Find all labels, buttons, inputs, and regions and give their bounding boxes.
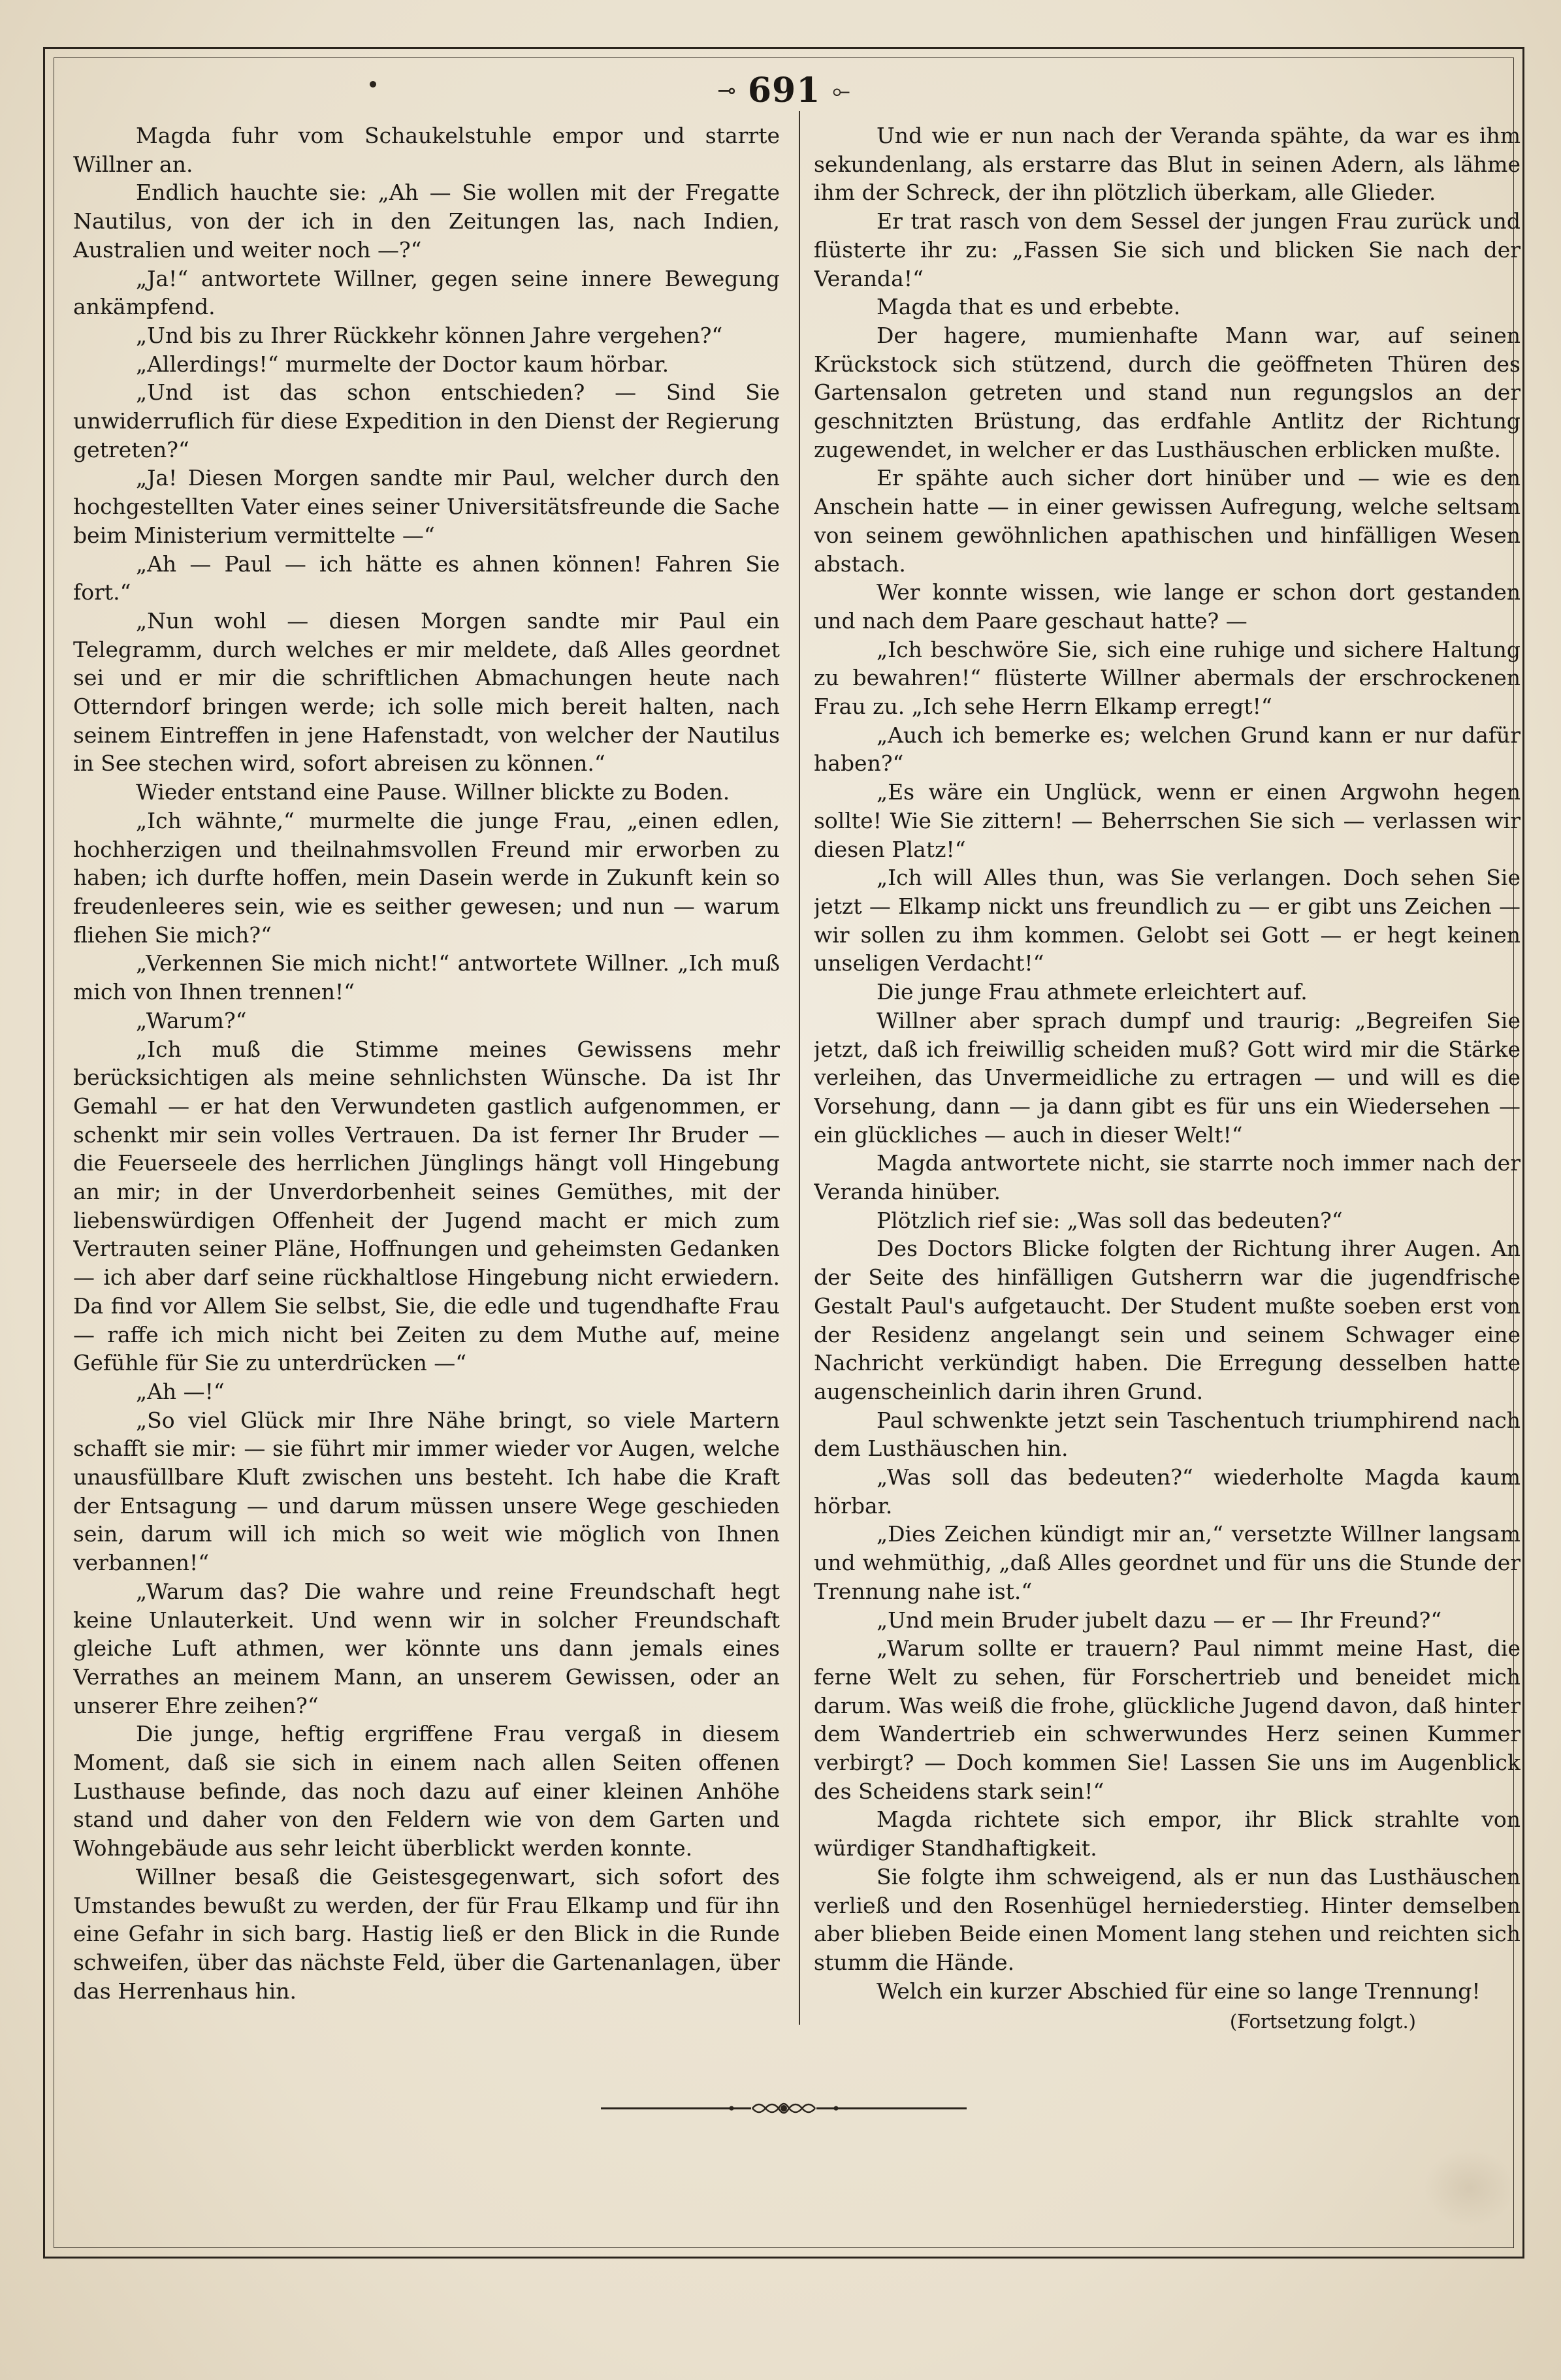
paragraph: „Und bis zu Ihrer Rückkehr können Jahre vergehen?“: [136, 322, 723, 348]
paragraph: „Warum das? Die wahre und reine Freundschaft hegt keine Unlauterkeit. Und wenn wir in solcher Freundschaft gleiche Luft athmen, wer könnte uns dann jemals eines Verrathes an meinem Mann, an unserem Gewissen, oder an unserer Ehre zeihen?“: [73, 1578, 780, 1718]
paragraph: Endlich hauchte sie: „Ah — Sie wollen mit der Fregatte Nautilus, von der ich in den Zeitungen las, nach Indien, Australien und weiter noch —?“: [73, 180, 780, 263]
paragraph: „Es wäre ein Unglück, wenn er einen Argwohn hegen sollte! Wie Sie zittern! — Beherrschen Sie sich — verlassen wir diesen Platz!“: [814, 779, 1521, 862]
paragraph: „So viel Glück mir Ihre Nähe bringt, so viele Martern schafft sie mir: — sie führt mir immer wieder vor Augen, welche unausfüllbare Kluft zwischen uns besteht. Ich habe die Kraft der Entsagung — und darum müssen unsere Wege geschieden sein, darum will ich mich so weit wie möglich von Ihnen verbannen!“: [73, 1407, 780, 1576]
paragraph: „Auch ich bemerke es; welchen Grund kann er nur dafür haben?“: [814, 722, 1521, 777]
paragraph: „Ja! Diesen Morgen sandte mir Paul, welcher durch den hochgestellten Vater eines seiner Universitätsfreunde die Sache beim Ministerium vermittelte —“: [73, 465, 780, 548]
paragraph: „Ich beschwöre Sie, sich eine ruhige und sichere Haltung zu bewahren!“ flüsterte Willner abermals der erschrockenen Frau zu. „Ich sehe Herrn Elkamp erregt!“: [814, 636, 1521, 720]
paragraph: Willner aber sprach dumpf und traurig: „Begreifen Sie jetzt, daß ich freiwillig scheiden muß? Gott wird mir die Stärke verleihen, das Unvermeidliche zu ertragen — und will es die Vorsehung, dann — ja dann gibt es für uns ein Wiedersehen — ein glückliches — auch in dieser Welt!“: [814, 1007, 1521, 1148]
paragraph: Er spähte auch sicher dort hinüber und — wie es den Anschein hatte — in einer gewissen Aufregung, welche seltsam von seinem gewöhnlichen apathischen und hinfälligen Wesen abstach.: [814, 465, 1521, 577]
right-ornament-icon: ⟜: [832, 78, 850, 104]
paragraph: Plötzlich rief sie: „Was soll das bedeuten?“: [877, 1207, 1343, 1233]
paragraph: Magda antwortete nicht, sie starrte noch immer nach der Veranda hinüber.: [814, 1150, 1521, 1205]
paper-stain: [1424, 2149, 1515, 2227]
paragraph: „Warum sollte er trauern? Paul nimmt meine Hast, die ferne Welt zu sehen, für Forschertrieb und beneidet mich darum. Was weiß die frohe, glückliche Jugend davon, daß hinter dem Wandertrieb ein schwerwundes Herz seinen Kummer verbirgt? — Doch kommen Sie! Lassen Sie uns im Augenblick des Scheidens stark sein!“: [814, 1635, 1521, 1804]
paragraph: „Ah —!“: [136, 1378, 225, 1404]
paragraph: Paul schwenkte jetzt sein Taschentuch triumphirend nach dem Lusthäuschen hin.: [814, 1407, 1521, 1462]
paragraph: Sie folgte ihm schweigend, als er nun das Lusthäuschen verließ und den Rosenhügel herniederstieg. Hinter demselben aber blieben Beide einen Moment lang stehen und reichten sich stumm die Hände.: [814, 1863, 1521, 1975]
continuation-note: (Fortsetzung folgt.): [1229, 2010, 1416, 2033]
paragraph: „Was soll das bedeuten?“ wiederholte Magda kaum hörbar.: [814, 1464, 1521, 1519]
page-header: [666, 68, 901, 114]
paragraph: Wer konnte wissen, wie lange er schon dort gestanden und nach dem Paare geschaut hatte? —: [814, 579, 1521, 634]
paragraph: Die junge, heftig ergriffene Frau vergaß in diesem Moment, daß sie sich in einem nach allen Seiten offenen Lusthause befinde, das noch dazu auf einer kleinen Anhöhe stand und daher von den Feldern wie von dem Garten und Wohngebäude aus sehr leicht überblickt werden konnte.: [73, 1721, 780, 1861]
paragraph: „Allerdings!“ murmelte der Doctor kaum hörbar.: [136, 351, 669, 377]
paragraph: Der hagere, mumienhafte Mann war, auf seinen Krückstock sich stützend, durch die geöffneten Thüren des Gartensalon getreten und stand nun regungslos an der geschnitzten Brüstung, das erdfahle Antlitz der Richtung zugewendet, in welcher er das Lusthäuschen erblicken mußte.: [814, 322, 1521, 462]
paragraph: „Und ist das schon entschieden? — Sind Sie unwiderruflich für diese Expedition in den Dienst der Regierung getreten?“: [73, 379, 780, 462]
paragraph: Magda richtete sich empor, ihr Blick strahlte von würdiger Standhaftigkeit.: [814, 1807, 1521, 1861]
left-ornament-icon: ⊸: [717, 78, 736, 104]
end-ornament-icon: [601, 2095, 967, 2121]
paragraph: Willner besaß die Geistesgegenwart, sich sofort des Umstandes bewußt zu werden, der für Frau Elkamp und für ihn eine Gefahr in sich barg. Hastig ließ er den Blick in die Runde schweifen, über das nächste Feld, über die Gartenanlagen, über das Herrenhaus hin.: [73, 1863, 780, 2004]
paragraph: „Nun wohl — diesen Morgen sandte mir Paul ein Telegramm, durch welches er mir meldete, daß Alles geordnet sei und er mir die schriftlichen Abmachungen heute nach Otterndorf bringen werde; ich solle mich bereit halten, nach seinem Eintreffen in jene Hafenstadt, von welcher der Nautilus in See stechen wird, sofort abreisen zu können.“: [73, 607, 780, 777]
left-text-column: [73, 121, 780, 2035]
column-divider: [799, 111, 800, 2025]
paragraph: Magda fuhr vom Schaukelstuhle empor und starrte Willner an.: [73, 123, 780, 177]
right-text-column: [814, 121, 1521, 2035]
paragraph: „Verkennen Sie mich nicht!“ antwortete Willner. „Ich muß mich von Ihnen trennen!“: [73, 950, 780, 1005]
paragraph: Welch ein kurzer Abschied für eine so lange Trennung!: [877, 1978, 1481, 2004]
paragraph: „Ja!“ antwortete Willner, gegen seine innere Bewegung ankämpfend.: [73, 265, 780, 320]
paragraph: Magda that es und erbebte.: [877, 294, 1181, 320]
paragraph: Er trat rasch von dem Sessel der jungen Frau zurück und flüsterte ihr zu: „Fassen Sie sich und blicken Sie nach der Veranda!“: [814, 208, 1521, 291]
paragraph: „Und mein Bruder jubelt dazu — er — Ihr Freund?“: [877, 1607, 1442, 1633]
paragraph: „Ich wähnte,“ murmelte die junge Frau, „einen edlen, hochherzigen und theilnahmsvollen Freund mir erworben zu haben; ich durfte hoffen, mein Dasein werde in Zukunft kein so freudenleeres sein, wie es seither gewesen; und nun — warum fliehen Sie mich?“: [73, 807, 780, 948]
paragraph: „Ich will Alles thun, was Sie verlangen. Doch sehen Sie jetzt — Elkamp nickt uns freundlich zu — er gibt uns Zeichen — wir sollen zu ihm kommen. Gelobt sei Gott — er hegt keinen unseligen Verdacht!“: [814, 865, 1521, 976]
paragraph: „Ah — Paul — ich hätte es ahnen können! Fahren Sie fort.“: [73, 551, 780, 605]
paragraph: Und wie er nun nach der Veranda spähte, da war es ihm sekundenlang, als erstarre das Blut in seinen Adern, als lähme ihm der Schreck, der ihn plötzlich überkam, alle Glieder.: [814, 123, 1521, 206]
paragraph: „Dies Zeichen kündigt mir an,“ versetzte Willner langsam und wehmüthig, „daß Alles geordnet und für uns die Stunde der Trennung nahe ist.“: [814, 1521, 1521, 1604]
paragraph: „Warum?“: [136, 1007, 247, 1033]
paragraph: Die junge Frau athmete erleichtert auf.: [877, 979, 1308, 1005]
paragraph: „Ich muß die Stimme meines Gewissens mehr berücksichtigen als meine sehnlichsten Wünsche. Da ist Ihr Gemahl — er hat den Verwundeten gastlich aufgenommen, er schenkt mir sein volles Vertrauen. Da ist ferner Ihr Bruder — die Feuerseele des herrlichen Jünglings hängt voll Hingebung an mir; in der Unverdorbenheit seines Gemüthes, mit der liebenswürdigen Offenheit der Jugend macht er mich zum Vertrauten seiner Pläne, Hoffnungen und geheimsten Gedanken — ich aber darf seine rückhaltlose Hingebung nicht erwiedern. Da find vor Allem Sie selbst, Sie, die edle und tugendhafte Frau — raffe ich mich nicht bei Zeiten zu dem Muthe auf, meine Gefühle für Sie zu unterdrücken —“: [73, 1036, 780, 1376]
paragraph: Des Doctors Blicke folgten der Richtung ihrer Augen. An der Seite des hinfälligen Gutsherrn war die jugendfrische Gestalt Paul's aufgetaucht. Der Student mußte soeben erst von der Residenz angelangt sein und seinem Schwager eine Nachricht verkündigt haben. Die Erregung desselben hatte augenscheinlich darin ihren Grund.: [814, 1236, 1521, 1404]
page-number: 691: [747, 71, 821, 110]
paragraph: Wieder entstand eine Pause. Willner blickte zu Boden.: [136, 779, 730, 805]
printer-dot: [370, 81, 376, 88]
